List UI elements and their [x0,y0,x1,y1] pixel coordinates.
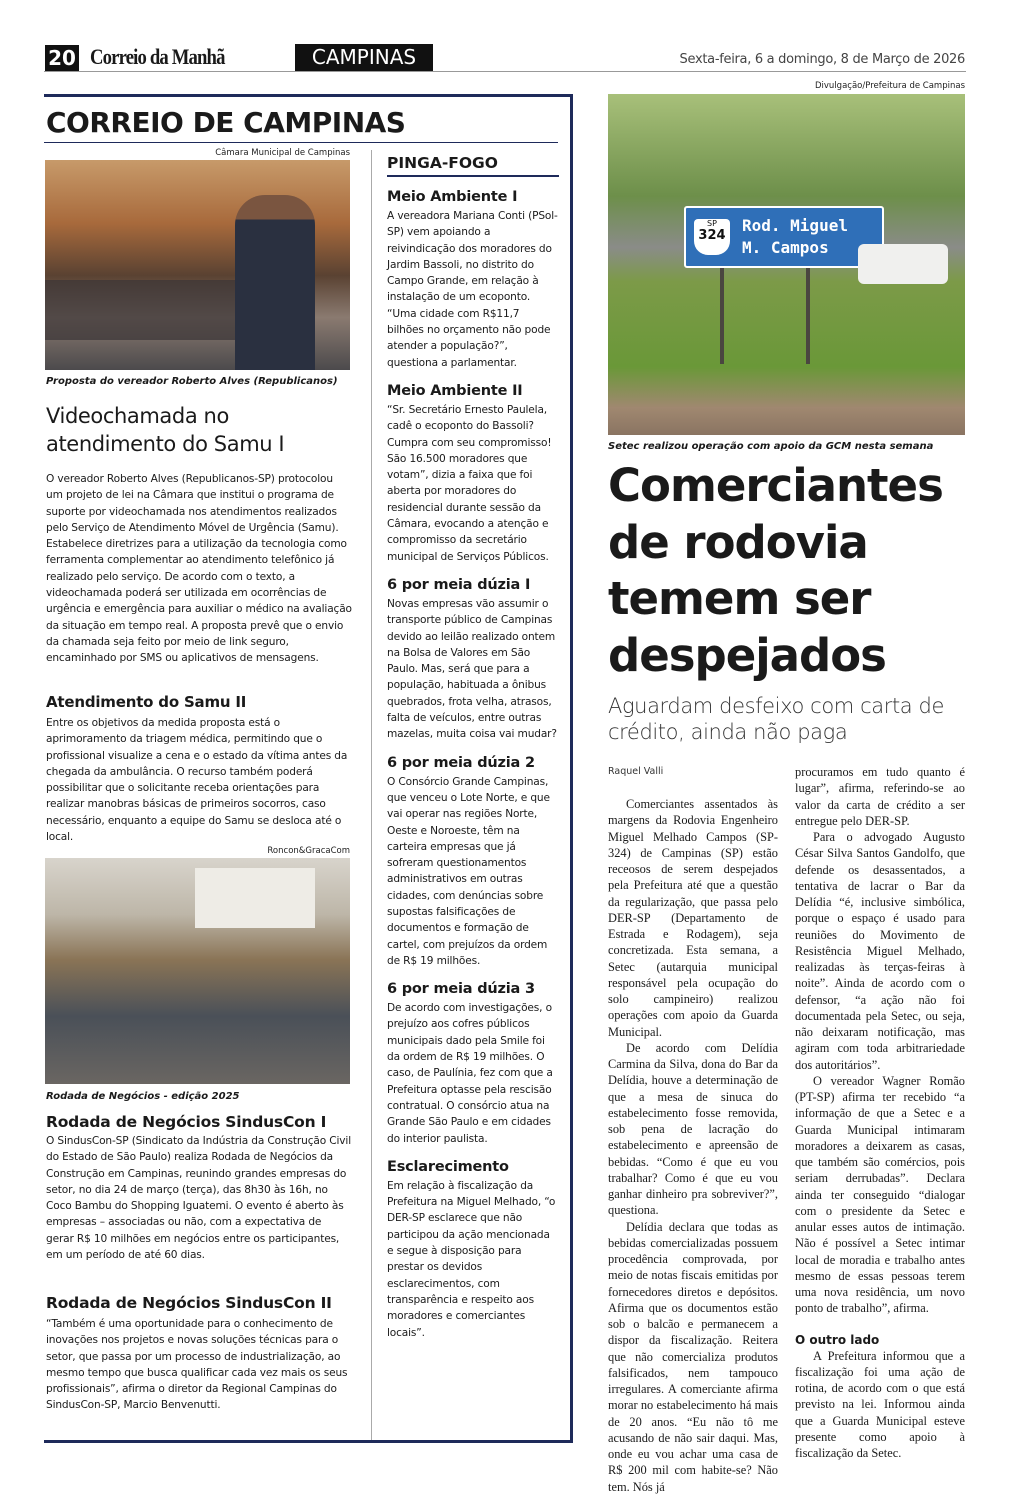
column-box-bottom [44,1440,573,1443]
photo2-caption: Rodada de Negócios - edição 2025 [46,1091,240,1102]
paragraph: O vereador Wagner Romão (PT-SP) afirma ter recebido “a informação de que a Setec e a Guarda Municipal intimaram moradores a deixarem as casas, que também são comércios, pois seriam derrubadas”. Declara ainda ter conseguido “dialogar com o presidente da Setec e anular esses autos de intimação. Não é possível a Setec intimar local de moradia e trabalho antes mesmo de essas pessoas terem uma nova residência, um novo ponto de trabalho”, afirma. [795,1073,965,1316]
left-headline: Videochamada no atendimento do Samu I [46,404,285,456]
pf-text: De acordo com investigações, o prejuízo aos cofres públicos municipais dado pela Smile foi da ordem de R$ 19 milhões. O caso, de Paulínia, fez com que a Prefeitura optasse pela rescisão contratual. O consórcio atua na Grande São Paulo e em cidades do interior paulista. [387,1002,553,1145]
sign-text [742,215,848,259]
photo1-credit: Câmara Municipal de Campinas [215,148,350,158]
column-divider [371,150,372,1440]
photo-person [235,195,315,370]
side-heading: O outro lado [795,1332,880,1347]
paragraph: De acordo com Delídia Carmina da Silva, dona do Bar da Delídia, houve a determinação de que a mesa de sinuca do estabelecimento fosse removida, sob pena de lacração do estabelecimento e apreensão de bebidas. “Como é que eu vou trabalhar? Como é que eu vou ganhar dinheiro pra sobreviver?”, questiona. [608,1040,778,1218]
header-rule [44,71,966,72]
route-shield-icon [694,219,730,255]
pf-heading: 6 por meia dúzia I [387,576,531,593]
pf-heading: 6 por meia dúzia 3 [387,981,535,998]
pf-text: “Sr. Secretário Ernesto Paulela, cadê o ecoponto do Bassoli? Cumpra com seu compromisso! São 16.500 moradores que votam”, dizia a faixa que foi aberta por moradores do residencial durante sessão da Câmara, evocando a atenção e compromisso da secretário municipal de Serviços Públicos. [387,403,552,563]
left-subhead-3: Rodada de Negócios SindusCon I [46,1113,327,1131]
left-body-1: O vereador Roberto Alves (Republicanos-SP) protocolou um projeto de lei na Câmara que institui o programa de suporte por videochamada nos atendimentos realizados pelo Serviço de Atendimento Móvel de Urgência (Samu). Estabelece diretrizes para a utilização da tecnologia como ferramenta complementar ao atendimento telefônico já realizado pelo serviço. De acordo com o texto, a videochamada poderá ser utilizada em ocorrências de urgência e emergência para auxiliar o médico na avaliação da situação em tempo real. A proposta prevê que o envio da chamada seja feito por meio de link seguro, encaminhado por SMS ou aplicativos de mensagens. [46,473,352,665]
article-column-2 [795,764,965,1461]
byline: Raquel Valli [608,766,664,777]
newspaper-logo: Correio da Manhã [90,44,225,69]
pf-text: A vereadora Mariana Conti (PSol-SP) vem apoiando a reivindicação dos moradores do Jardim Bassoli, no distrito do Campo Grande, em relação à instalação de um ecoponto. “Uma cidade com R$11,7 bilhões no orçamento não pode atender a população?”, questiona a parlamentar. [387,210,558,369]
pf-heading: 6 por meia dúzia 2 [387,754,535,771]
column-box-right [570,94,573,1443]
issue-date: Sexta-feira, 6 a domingo, 8 de Março de 2026 [679,52,965,67]
left-subhead-2: Atendimento do Samu II [46,693,247,711]
left-subhead-4: Rodada de Negócios SindusCon II [46,1294,332,1312]
pf-heading: Meio Ambiente II [387,382,523,399]
pf-heading: Esclarecimento [387,1158,509,1175]
photo-screen [195,868,315,928]
pinga-fogo-title: PINGA-FOGO [387,150,559,177]
sign-line-2: M. Campos [742,238,829,257]
highway-sign-photo [608,94,965,435]
main-photo-caption: Setec realizou operação com apoio da GCM nesta semana [608,441,934,452]
column-box-top [44,94,573,97]
pf-text: Em relação à fiscalização da Prefeitura na Miguel Melhado, “o DER-SP esclarece que não participou da ação mencionada e segue à disposição para prestar os devidos esclarecimentos, com transparência e respeito aos moradores e comerciantes locais”. [387,1179,556,1339]
photo-desks [45,280,235,340]
page-number: 20 [45,45,79,71]
photo2-credit: Roncon&GracaCom [267,846,350,856]
pf-text: O Consórcio Grande Campinas, que venceu o Lote Norte, e que vai operar nas regiões Norte, Oeste e Noroeste, têm na carteira empresas que já sofreram questionamentos administrativos em outras cidades, com denúncias sobre supostas falsificações de documentos e formação de cartel, com prejuízos da ordem de R$ 19 milhões. [387,775,550,967]
paragraph: Comerciantes assentados às margens da Rodovia Engenheiro Miguel Melhado Campos (SP-324) de Campinas (SP) estão receosos de serem despejados pela Prefeitura até que a questão da regularização, que passa pelo DER-SP (Departamento de Estrada e Rodagem), seja concretizada. Esta semana, a Setec (autarquia municipal responsável pela ocupação do solo campineiro) realizou operações com apoio da Guarda Municipal. [608,797,778,1039]
left-body-3: O SindusCon-SP (Sindicato da Indústria da Construção Civil do Estado de São Paulo) realiza Rodada de Negócios da Construção em Campinas, reunindo grandes empresas do setor, no dia 24 de março (terça), das 8h30 às 16h, no Coco Bambu do Shopping Iguatemi. O evento é aberto às empresas – associadas ou não, com a expectativa de gerar R$ 10 milhões em negócios entre os participantes, em um período de até 60 dias. [46,1135,352,1262]
sign-post [806,254,810,364]
pf-text: Novas empresas vão assumir o transporte público de Campinas devido ao leilão realizado ontem na Bolsa de Valores em São Paulo. Mas, será que para a população, habituada a ônibus quebrados, frota velha, atrasos, falta de veículos, entre outras mazelas, muita coisa vai mudar? [387,597,557,741]
route-prefix: SP [707,219,717,228]
section-label: CAMPINAS [295,44,433,71]
main-photo-credit: Divulgação/Prefeitura de Campinas [815,81,965,91]
sign-line-1: Rod. Miguel [742,216,848,235]
route-number: 324 [698,228,726,243]
left-body-2: Entre os objetivos da medida proposta está o aprimoramento da triagem médica, permitindo que o profissional visualize a cena e o estado da vítima antes da chegada da ambulância. O recurso também poderá possibilitar que o solicitante receba orientações para realizar manobras básicas de primeiros socorros, caso necessário, enquanto a equipe do Samu se desloca até o local. [46,717,348,844]
paragraph: procuramos em tudo quanto é lugar”, afirma, referindo-se ao valor da carta de crédito a ser entregue pelo DER-SP. [795,765,965,828]
paragraph: Para o advogado Augusto César Silva Santos Gandolfo, que defende os desassentados, a tentativa de lacrar o Bar da Delídia “é, inclusive simbólica, porque o espaço é usado para reuniões do Movimento de Resistência Miguel Melhado, realizadas às terças-feiras à noite”. Ainda de acordo com o defensor, “a ação não foi documentada pela Setec, ou seja, não deixaram notificação, mas agiram com toda arbitrariedade dos autoritários”. [795,830,965,1072]
main-headline: Comerciantes de rodovia temem ser despejados [608,459,943,682]
sign-post [720,254,724,364]
main-subheadline: Aguardam desfeixo com carta de crédito, ainda não paga [608,694,944,744]
business-meeting-photo [45,858,350,1084]
left-body-4: “Também é uma oportunidade para o conhecimento de inovações nos projetos e novas soluções técnicas para o setor, que passa por um processo de industrialização, ao mesmo tempo que busca qualificar cada vez mais os seus profissionais”, afirma o diretor da Regional Campinas do SindusCon-SP, Marcio Benvenutti. [46,1318,348,1412]
paragraph: A Prefeitura informou que a fiscalização foi uma ação de rotina, de acordo com o que está previsto na lei. Informou ainda que a Guarda Municipal esteve presente como apoio à fiscalização da Setec. [795,1348,965,1460]
council-chamber-photo [45,160,350,370]
article-column-1 [608,796,778,1495]
paragraph: Delídia declara que todas as bebidas comercializadas possuem procedência comprovada, por meio de notas fiscais emitidas por fornecedores diretos e depósitos. Afirma que os documentos estão sob o balcão e permanecem a dispor da fiscalização. Reitera que não comercializa produtos falsificados, nem tampouco irregulares. A comerciante afirma morar no estabelecimento há mais de 20 anos. “Eu não tô me acusando de não sair daqui. Mas, onde eu vou achar uma casa de R$ 200 mil com habite-se? Não tem. Nós já [608,1219,778,1494]
photo-vehicle [858,244,948,284]
pinga-fogo-column [387,150,559,1341]
highway-sign [684,206,884,268]
pf-heading: Meio Ambiente I [387,189,518,205]
title-rule [44,142,558,143]
column-title: CORREIO DE CAMPINAS [46,106,406,139]
photo1-caption: Proposta do vereador Roberto Alves (Republicanos) [46,376,338,387]
